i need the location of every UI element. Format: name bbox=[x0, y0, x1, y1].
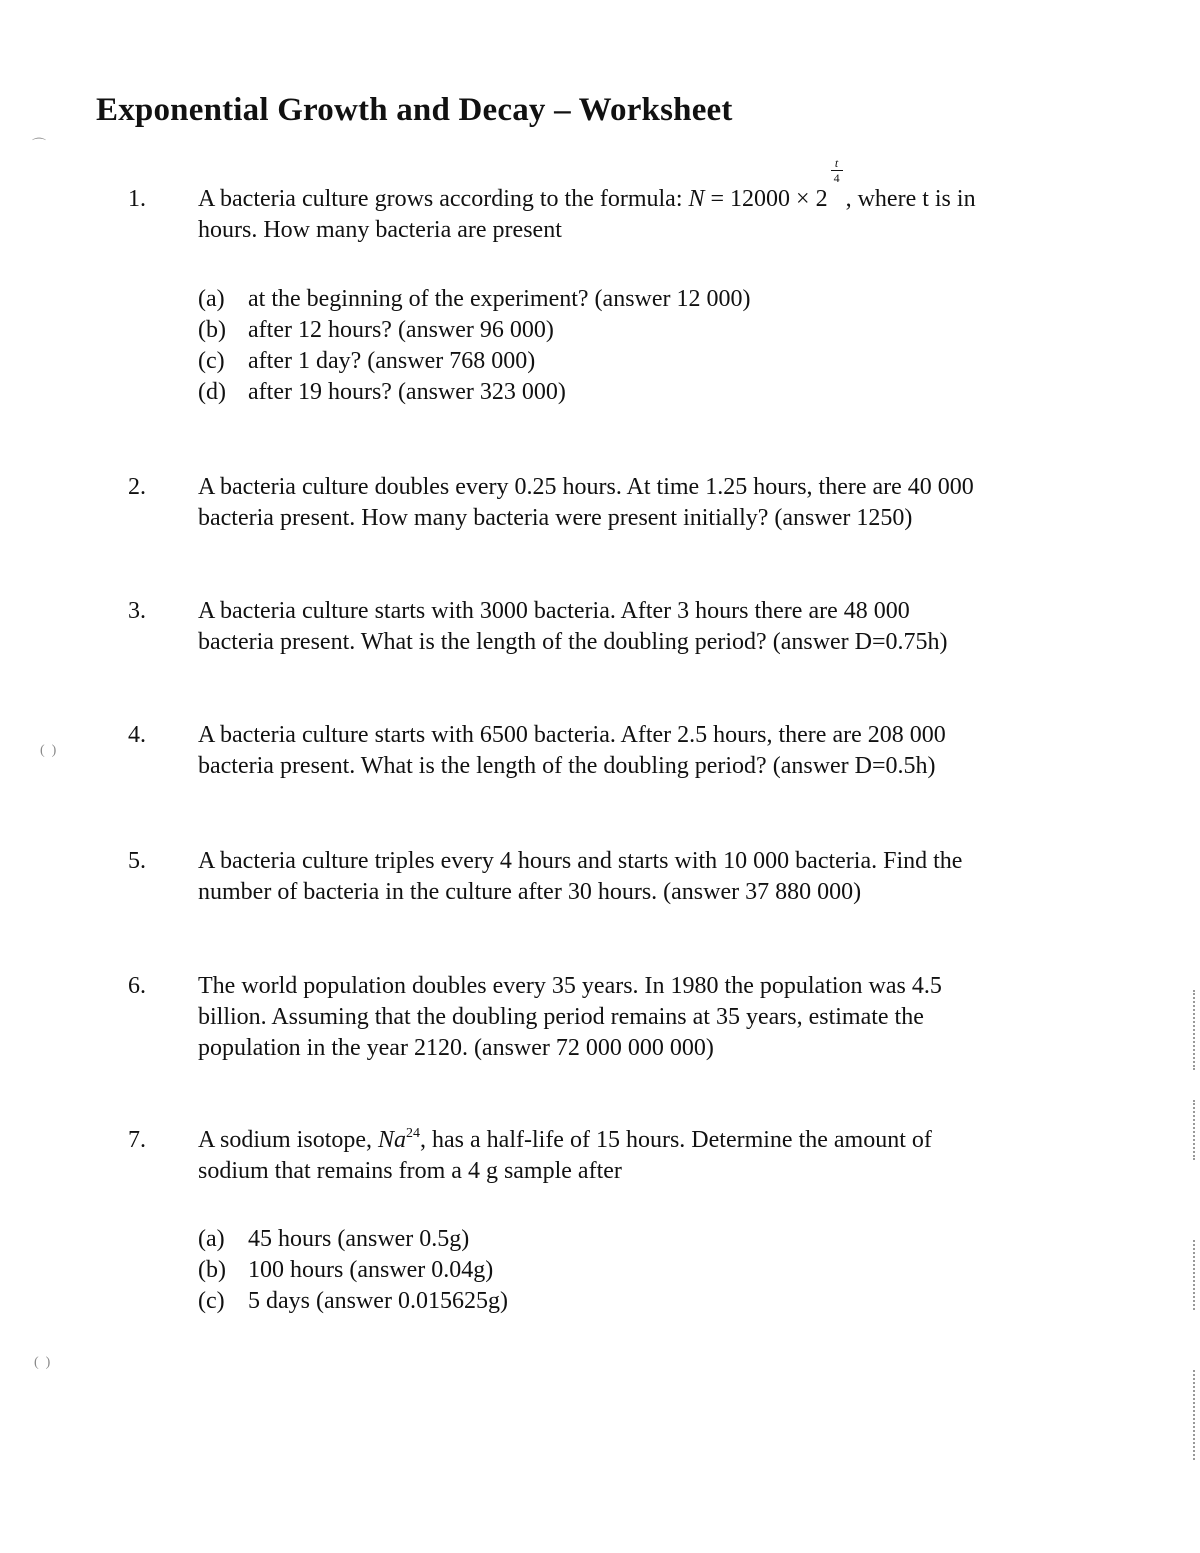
question-number: 4. bbox=[128, 722, 146, 748]
isotope-mass-number: 24 bbox=[406, 1126, 421, 1141]
question-line: A bacteria culture doubles every 0.25 hours. At time 1.25 hours, there are 40 000 bbox=[198, 474, 974, 500]
hole-punch-mark: ( ) bbox=[40, 743, 57, 758]
part-item bbox=[198, 1286, 508, 1317]
part-text: after 19 hours? (answer 323 000) bbox=[248, 379, 566, 405]
part-text: after 12 hours? (answer 96 000) bbox=[248, 317, 554, 343]
part-text: after 1 day? (answer 768 000) bbox=[248, 348, 536, 374]
part-text: 100 hours (answer 0.04g) bbox=[248, 1257, 494, 1283]
formula-lhs: N bbox=[688, 186, 705, 212]
hole-punch-mark: ⌒ bbox=[32, 139, 46, 154]
question-text-segment: , where t is in bbox=[845, 186, 976, 212]
question-text bbox=[198, 472, 1148, 534]
part-item bbox=[198, 377, 751, 408]
question-text bbox=[198, 596, 1148, 658]
hole-punch-mark: ( ) bbox=[34, 1355, 51, 1370]
question-text bbox=[198, 720, 1148, 782]
part-item bbox=[198, 346, 751, 377]
isotope-symbol: Na bbox=[378, 1127, 407, 1153]
edge-scan-line bbox=[1193, 1100, 1197, 1160]
question-text-segment: A bacteria culture grows according to the formula: bbox=[198, 186, 689, 212]
part-item bbox=[198, 315, 751, 346]
question-text-segment: , has a half-life of 15 hours. Determine the amount of bbox=[420, 1127, 932, 1153]
question-line: A bacteria culture triples every 4 hours and starts with 10 000 bacteria. Find the bbox=[198, 848, 963, 874]
exponent-denominator: 4 bbox=[833, 171, 840, 185]
question-number: 6. bbox=[128, 973, 146, 999]
question-line: bacteria present. What is the length of the doubling period? (answer D=0.5h) bbox=[198, 753, 936, 779]
part-item bbox=[198, 1255, 508, 1286]
part-label: (b) bbox=[198, 1257, 226, 1283]
part-label: (c) bbox=[198, 1288, 225, 1314]
question-line: A bacteria culture starts with 3000 bacteria. After 3 hours there are 48 000 bbox=[198, 598, 910, 624]
question-line: sodium that remains from a 4 g sample after bbox=[198, 1158, 622, 1184]
question-line: number of bacteria in the culture after 30 hours. (answer 37 880 000) bbox=[198, 879, 862, 905]
part-label: (c) bbox=[198, 348, 225, 374]
edge-scan-line bbox=[1193, 1370, 1197, 1460]
question-line: The world population doubles every 35 years. In 1980 the population was 4.5 bbox=[198, 973, 942, 999]
part-text: 5 days (answer 0.015625g) bbox=[248, 1288, 508, 1314]
part-item bbox=[198, 1224, 508, 1255]
page-title: Exponential Growth and Decay – Worksheet bbox=[96, 92, 733, 128]
question-text bbox=[198, 846, 1148, 908]
formula-exponent bbox=[828, 156, 846, 215]
question-text bbox=[198, 156, 1148, 246]
part-label: (d) bbox=[198, 379, 226, 405]
question-number: 3. bbox=[128, 598, 146, 624]
question-line: bacteria present. What is the length of the doubling period? (answer D=0.75h) bbox=[198, 629, 948, 655]
part-label: (a) bbox=[198, 286, 225, 312]
part-item bbox=[198, 284, 751, 315]
question-text bbox=[198, 971, 1148, 1064]
question-line: population in the year 2120. (answer 72 000 000 000) bbox=[198, 1035, 714, 1061]
question-7-parts bbox=[198, 1224, 508, 1317]
question-line: hours. How many bacteria are present bbox=[198, 217, 562, 243]
edge-scan-line bbox=[1193, 1240, 1197, 1310]
question-number: 1. bbox=[128, 186, 146, 212]
part-label: (a) bbox=[198, 1226, 225, 1252]
question-line: billion. Assuming that the doubling period remains at 35 years, estimate the bbox=[198, 1004, 924, 1030]
question-line bbox=[198, 156, 1148, 215]
part-label: (b) bbox=[198, 317, 226, 343]
question-number: 5. bbox=[128, 848, 146, 874]
formula-rhs: = 12000 × 2 bbox=[704, 186, 828, 212]
question-text bbox=[198, 1125, 1148, 1187]
part-text: 45 hours (answer 0.5g) bbox=[248, 1226, 470, 1252]
question-1-parts bbox=[198, 284, 751, 408]
question-line bbox=[198, 1125, 1148, 1156]
question-line: bacteria present. How many bacteria were present initially? (answer 1250) bbox=[198, 505, 913, 531]
question-text-segment: A sodium isotope, bbox=[198, 1127, 379, 1153]
question-number: 2. bbox=[128, 474, 146, 500]
exponent-numerator: t bbox=[834, 156, 839, 170]
edge-scan-line bbox=[1193, 990, 1197, 1070]
part-text: at the beginning of the experiment? (answer 12 000) bbox=[248, 286, 751, 312]
question-line: A bacteria culture starts with 6500 bacteria. After 2.5 hours, there are 208 000 bbox=[198, 722, 946, 748]
question-number: 7. bbox=[128, 1127, 146, 1153]
